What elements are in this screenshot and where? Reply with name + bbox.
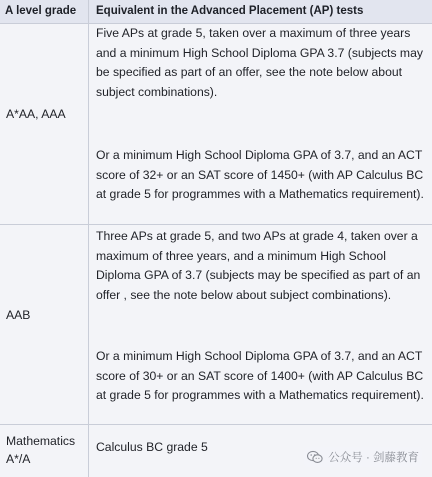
header-a-level-grade: A level grade [5, 5, 77, 17]
row-divider [0, 424, 432, 425]
watermark-text: 公众号 · 剑藤教育 [328, 452, 419, 464]
row-1-grade: A*AA, AAA [6, 107, 66, 121]
wechat-icon [307, 450, 323, 464]
row-1-requirement-2: Or a minimum High School Diploma GPA of 3.7, and an ACT score of 32+ or an SAT score of 1450+ (with AP Calculus BC at grade 5 for programmes with a Mathematics requirement). [96, 148, 424, 201]
table-header-row [0, 0, 432, 24]
row-3-grade: Mathematics A*/A [6, 434, 76, 466]
row-2-requirement-1: Three APs at grade 5, and two APs at grade 4, taken over a maximum of three years, and a minimum High School Diploma GPA of 3.7 (subjects may be specified as part of an offer , see the note below about subject combinations). [96, 229, 421, 302]
row-2-requirement-2: Or a minimum High School Diploma GPA of 3.7, and an ACT score of 30+ or an SAT score of 1400+ (with AP Calculus BC at grade 5 for programmes with a Mathematics requirement). [96, 349, 424, 402]
row-2-grade: AAB [6, 308, 31, 322]
row-3-requirement-1: Calculus BC grade 5 [96, 440, 208, 454]
header-ap-equivalent: Equivalent in the Advanced Placement (AP) tests [96, 5, 364, 17]
column-divider [88, 0, 89, 477]
wechat-watermark [304, 447, 422, 467]
row-divider [0, 224, 432, 225]
row-1-requirement-1: Five APs at grade 5, taken over a maximum of three years and a minimum High School Diploma GPA 3.7 (subjects may be specified as part of an offer, see the note below about subject combinations). [96, 26, 423, 99]
